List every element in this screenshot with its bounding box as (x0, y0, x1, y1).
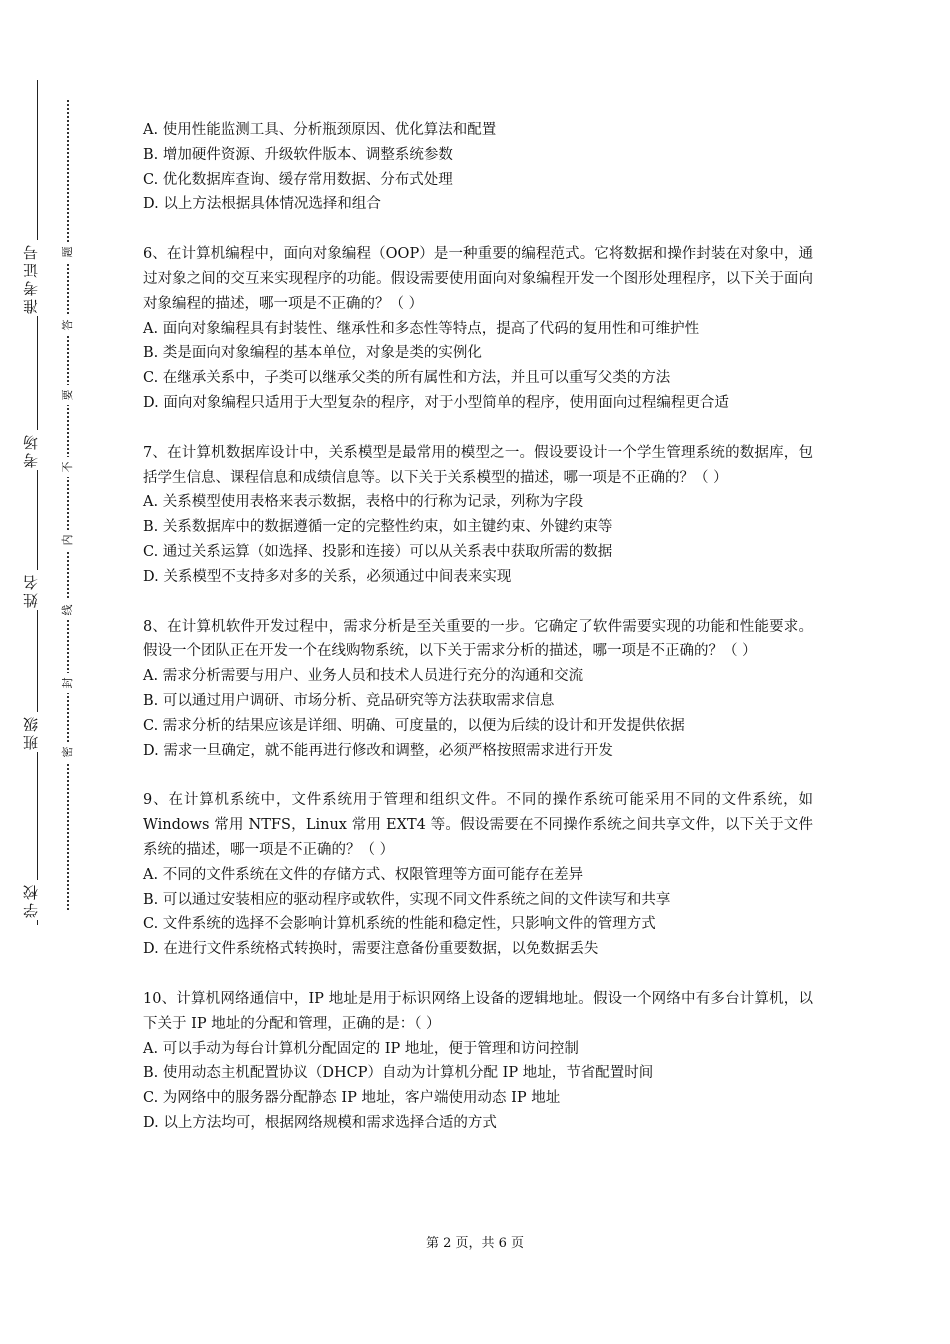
option-c: C. 通过关系运算（如选择、投影和连接）可以从关系表中获取所需的数据 (143, 543, 613, 560)
field-exam-room: 考场 (20, 430, 54, 470)
question-10 (143, 987, 813, 1136)
option-b: B. 增加硬件资源、升级软件版本、调整系统参数 (143, 146, 453, 163)
option-a: A. 关系模型使用表格来表示数据，表格中的行称为记录，列称为字段 (143, 494, 584, 511)
option-a: A. 需求分析需要与用户、业务人员和技术人员进行充分的沟通和交流 (143, 668, 584, 685)
field-name: 姓名 (20, 570, 54, 610)
option-d: D. 以上方法根据具体情况选择和组合 (143, 196, 381, 213)
question-stem: 7、在计算机数据库设计中，关系模型是最常用的模型之一。假设要设计一个学生管理系统的数据库，包括学生信息、课程信息和成绩信息等。以下关于关系模型的描述，哪一项是不正确的？（ ） (143, 444, 813, 486)
question-5-continued (143, 118, 813, 217)
option-a: A. 面向对象编程具有封装性、继承性和多态性等特点，提高了代码的复用性和可维护性 (143, 320, 700, 337)
seal-char: 要 (61, 385, 75, 405)
binding-line (37, 80, 38, 925)
option-d: D. 需求一旦确定，就不能再进行修改和调整，必须严格按照需求进行开发 (143, 742, 613, 759)
question-6 (143, 242, 813, 416)
option-b: B. 可以通过用户调研、市场分析、竞品研究等方法获取需求信息 (143, 692, 555, 709)
field-school: 学校 (20, 880, 54, 920)
option-b: B. 使用动态主机配置协议（DHCP）自动为计算机分配 IP 地址，节省配置时间 (143, 1065, 654, 1082)
question-list (143, 118, 813, 1136)
option-c: C. 文件系统的选择不会影响计算机系统的性能和稳定性，只影响文件的管理方式 (143, 916, 656, 933)
seal-char: 密 (61, 742, 75, 762)
seal-char: 内 (61, 530, 75, 550)
option-c: C. 在继承关系中，子类可以继承父类的所有属性和方法，并且可以重写父类的方法 (143, 370, 671, 387)
option-a: A. 使用性能监测工具、分析瓶颈原因、优化算法和配置 (143, 122, 497, 138)
option-a: A. 可以手动为每台计算机分配固定的 IP 地址，便于管理和访问控制 (143, 1040, 579, 1057)
option-d: D. 以上方法均可，根据网络规模和需求选择合适的方式 (143, 1114, 497, 1131)
option-c: C. 需求分析的结果应该是详细、明确、可度量的，以便为后续的设计和开发提供依据 (143, 717, 685, 734)
option-c: C. 优化数据库查询、缓存常用数据、分布式处理 (143, 171, 453, 188)
option-b: B. 可以通过安装相应的驱动程序或软件，实现不同文件系统之间的文件读写和共享 (143, 891, 671, 908)
question-stem: 10、计算机网络通信中，IP 地址是用于标识网络上设备的逻辑地址。假设一个网络中有多台计算机，以下关于 IP 地址的分配和管理，正确的是：（ ） (143, 990, 813, 1032)
seal-char: 答 (61, 315, 75, 335)
option-a: A. 不同的文件系统在文件的存储方式、权限管理等方面可能存在差异 (143, 866, 584, 883)
question-9 (143, 788, 813, 962)
seal-char: 线 (61, 600, 75, 620)
option-b: B. 类是面向对象编程的基本单位，对象是类的实例化 (143, 345, 482, 362)
option-b: B. 关系数据库中的数据遵循一定的完整性约束，如主键约束、外键约束等 (143, 519, 613, 536)
field-exam-number: 准考证号 (20, 240, 54, 316)
option-d: D. 面向对象编程只适用于大型复杂的程序，对于小型简单的程序，使用面向过程编程更合适 (143, 394, 729, 411)
seal-char: 题 (61, 242, 75, 262)
seal-char: 封 (61, 673, 75, 693)
question-stem: 8、在计算机软件开发过程中，需求分析是至关重要的一步。它确定了软件需要实现的功能和性能要求。假设一个团队正在开发一个在线购物系统，以下关于需求分析的描述，哪一项是不正确的？（ ） (143, 618, 813, 660)
field-class: 班级 (20, 712, 54, 752)
seal-char: 不 (61, 457, 75, 477)
seal-dotted-line (67, 100, 69, 910)
page-number-footer: 第 2 页，共 6 页 (425, 1236, 525, 1251)
option-d: D. 在进行文件系统格式转换时，需要注意备份重要数据，以免数据丢失 (143, 941, 599, 958)
option-c: C. 为网络中的服务器分配静态 IP 地址，客户端使用动态 IP 地址 (143, 1090, 561, 1107)
question-7 (143, 441, 813, 590)
question-8 (143, 615, 813, 764)
option-d: D. 关系模型不支持多对多的关系，必须通过中间表来实现 (143, 568, 512, 585)
question-stem: 9、在计算机系统中，文件系统用于管理和组织文件。不同的操作系统可能采用不同的文件系统，如 Windows 常用 NTFS，Linux 常用 EXT4 等。假设需要在不同操作系统之间共享文件，以下关于文件系统的描述，哪一项是不正确的？（ ） (143, 792, 813, 858)
question-stem: 6、在计算机编程中，面向对象编程（OOP）是一种重要的编程范式。它将数据和操作封装在对象中，通过对象之间的交互来实现程序的功能。假设需要使用面向对象编程开发一个图形处理程序，以下关于面向对象编程的描述，哪一项是不正确的？（ ） (143, 246, 813, 312)
